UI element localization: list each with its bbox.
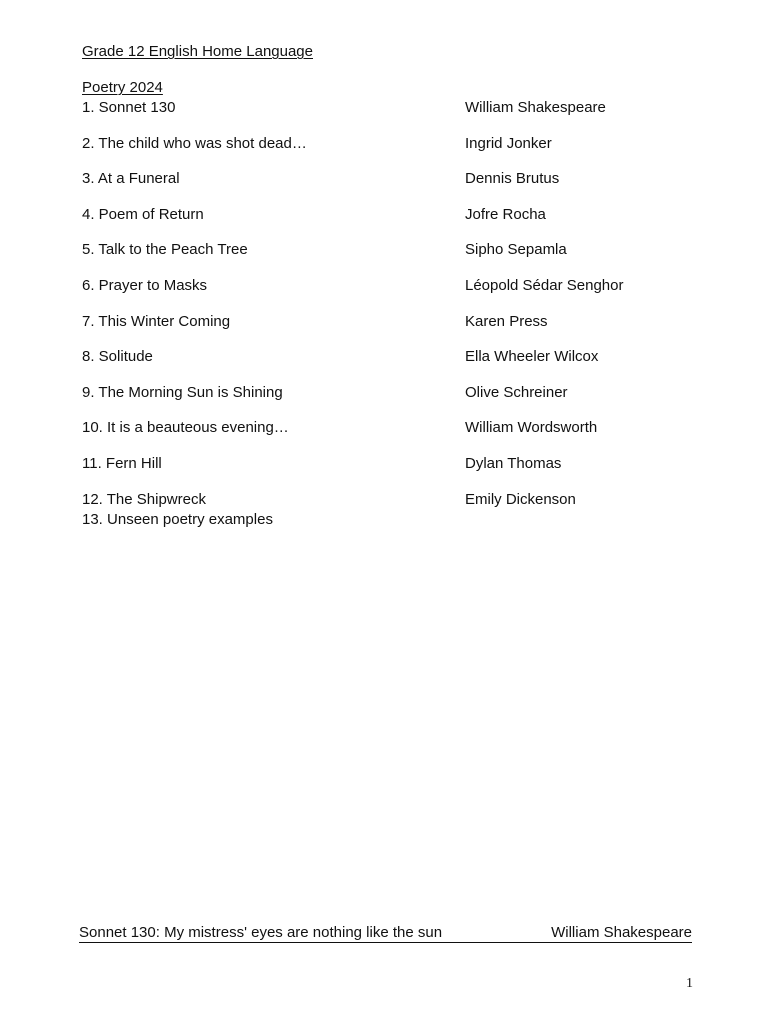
poem-author: Jofre Rocha xyxy=(465,206,546,223)
poem-title: 1. Sonnet 130 xyxy=(82,99,176,116)
poem-title: 6. Prayer to Masks xyxy=(82,277,208,294)
poem-title: 8. Solitude xyxy=(82,348,153,365)
poem-author: Karen Press xyxy=(465,313,548,330)
poem-row-4 xyxy=(82,206,702,224)
poem-row-1 xyxy=(82,99,702,117)
poem-title: 7. This Winter Coming xyxy=(82,313,231,330)
poem-title: 5. Talk to the Peach Tree xyxy=(82,241,248,258)
section-heading: Poetry 2024 xyxy=(82,79,163,96)
poem-row-6 xyxy=(82,277,702,295)
page-number: 1 xyxy=(686,976,693,991)
poem-title: 2. The child who was shot dead… xyxy=(82,135,307,152)
poem-row-3 xyxy=(82,170,702,188)
poem-heading-poet: William Shakespeare xyxy=(551,924,692,941)
poem-row-13 xyxy=(82,511,702,529)
poem-author: Emily Dickenson xyxy=(465,491,576,508)
poem-title: 4. Poem of Return xyxy=(82,206,204,223)
poem-row-7 xyxy=(82,313,702,331)
poem-heading xyxy=(79,924,692,943)
poem-author: Sipho Sepamla xyxy=(465,241,567,258)
poem-author: Dylan Thomas xyxy=(465,455,562,472)
poem-author: Dennis Brutus xyxy=(465,170,560,187)
poem-row-12 xyxy=(82,491,702,509)
poem-heading-title: Sonnet 130: My mistress' eyes are nothing like the sun xyxy=(79,924,443,941)
poem-author: Ella Wheeler Wilcox xyxy=(465,348,599,365)
poem-author: William Shakespeare xyxy=(465,99,606,116)
document-title: Grade 12 English Home Language xyxy=(82,43,313,60)
poem-author: William Wordsworth xyxy=(465,419,598,436)
poem-row-2 xyxy=(82,135,702,153)
poem-row-10 xyxy=(82,419,702,437)
poem-title: 10. It is a beauteous evening… xyxy=(82,419,289,436)
poem-author: Ingrid Jonker xyxy=(465,135,552,152)
poem-title: 11. Fern Hill xyxy=(82,455,162,472)
poem-author: Léopold Sédar Senghor xyxy=(465,277,624,294)
poem-row-8 xyxy=(82,348,702,366)
poem-row-9 xyxy=(82,384,702,402)
poem-author: Olive Schreiner xyxy=(465,384,568,401)
poem-title: 9. The Morning Sun is Shining xyxy=(82,384,283,401)
poem-row-5 xyxy=(82,241,702,259)
poem-row-11 xyxy=(82,455,702,473)
poem-title: 3. At a Funeral xyxy=(82,170,180,187)
poem-title: 13. Unseen poetry examples xyxy=(82,511,273,528)
poem-title: 12. The Shipwreck xyxy=(82,491,206,508)
